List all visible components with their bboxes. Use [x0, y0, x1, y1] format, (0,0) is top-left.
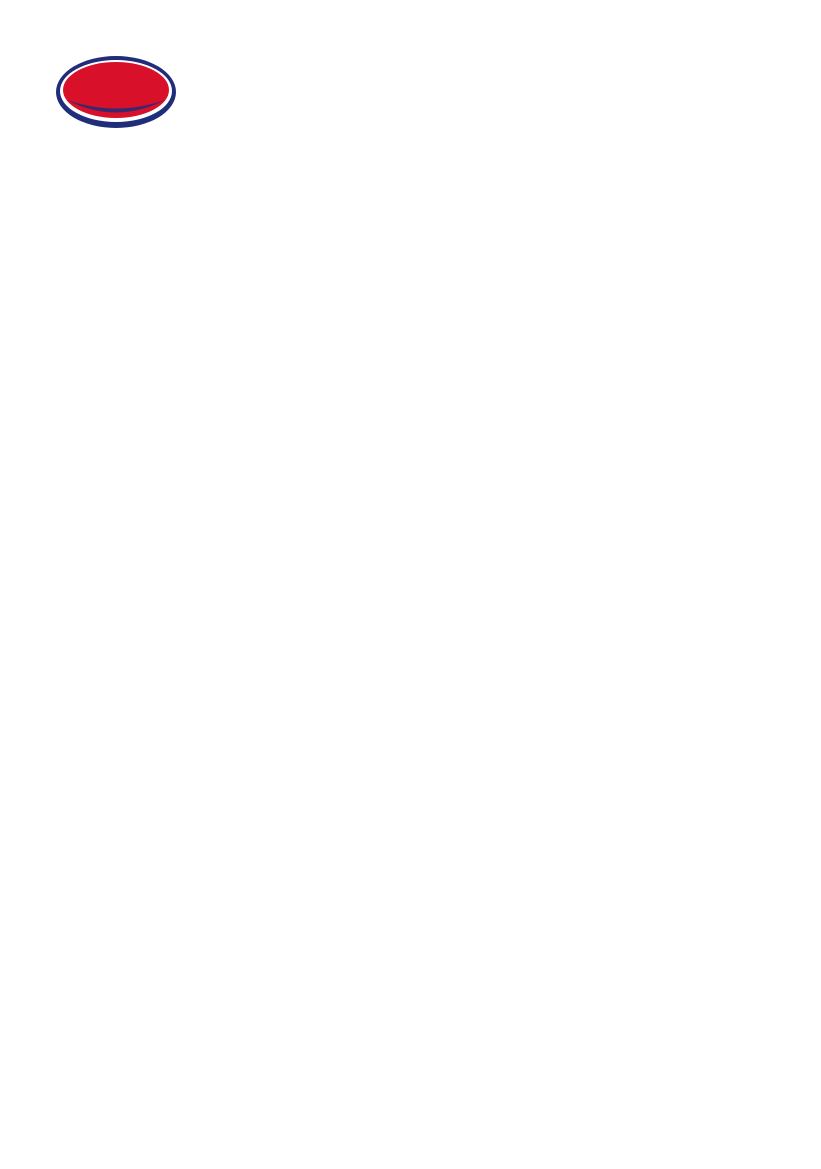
- flc-logo-graphic: [55, 55, 177, 129]
- flc-logo: [55, 55, 177, 129]
